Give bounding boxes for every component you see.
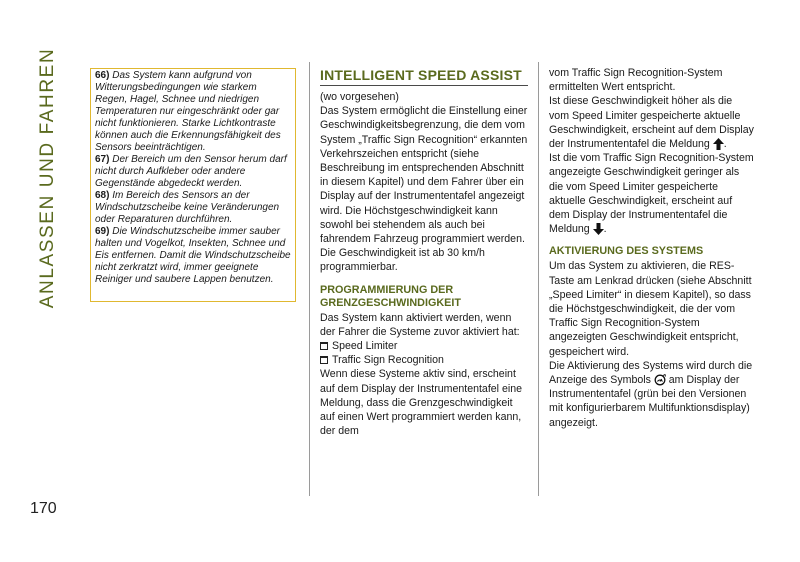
note-69: 69) Die Windschutzscheibe immer sauber halten und Vogelkot, Insekten, Schnee und Eis entfernen. Damit die Windschutzscheibe nicht zerkratzt wird, immer geeignete Reiniger und saubere Lappen benutzen.: [95, 226, 291, 285]
intro-paragraph: Das System ermöglicht die Einstellung einer Geschwindigkeitsbegrenzung, die dem vom System „Traffic Sign Recognition“ erkannten Verkehrszeichen entspricht (siehe Beschreibung im entsprechenden Abschnitt in diesem Kapitel) und dem Fahrer über ein Display auf der Instrumententafel angezeigt wird. Die Höchstgeschwindigkeit kann sowohl bei stehendem als auch bei fahrendem Fahrzeug programmiert werden.: [320, 105, 528, 246]
activation-paragraph-1: Um das System zu aktivieren, die RES-Taste am Lenkrad drücken (siehe Abschnitt „Speed Limiter“ in diesem Kapitel), so dass die Höchstgeschwindigkeit, die der vom Traffic Sign Recognition-System angezeigten Geschwindigkeit entspricht, gespeichert wird.: [549, 260, 752, 358]
list-item: Traffic Sign Recognition: [320, 353, 528, 367]
arrow-down-icon: [593, 223, 604, 235]
speed-note: Die Geschwindigkeit ist ab 30 km/h programmierbar.: [320, 247, 485, 274]
speed-assist-icon: [654, 374, 666, 386]
checkbox-icon: [320, 356, 328, 364]
notes-box: [90, 68, 296, 302]
heading-programming: PROGRAMMIERUNG DER GRENZGESCHWINDIGKEIT: [320, 283, 461, 309]
column-divider: [309, 62, 310, 496]
section-title-intelligent-speed-assist: INTELLIGENT SPEED ASSIST: [320, 66, 528, 86]
page-number: 170: [30, 500, 57, 517]
note-66: 66) Das System kann aufgrund von Witterungsbedingungen wie starkem Regen, Hagel, Schnee und niedrigen Temperaturen nur eingeschränkt oder gar nicht funktionieren. Starke Lichtkontraste können auch die Erkennungsfähigkeit des Sensors beeinträchtigen.: [95, 70, 281, 153]
lower-speed-paragraph: Ist die vom Traffic Sign Recognition-System angezeigte Geschwindigkeit geringer als die vom Speed Limiter gespeicherte aktuelle Geschwindigkeit, erscheint auf dem Display der Instrumententafel die Meldung .: [549, 152, 754, 236]
arrow-up-icon: [713, 138, 724, 150]
note-68: 68) Im Bereich des Sensors an der Windschutzscheibe keine Veränderungen oder Reparaturen durchführen.: [95, 190, 280, 225]
activation-paragraph-2: Die Aktivierung des Systems wird durch die Anzeige des Symbols am Display der Instrumententafel (grün bei den Versionen mit konfigurierbarem Multifunktionsdisplay) angezeigt.: [549, 359, 753, 429]
checkbox-icon: [320, 342, 328, 350]
list-item: Speed Limiter: [320, 339, 528, 353]
availability-note: (wo vorgesehen): [320, 91, 399, 103]
column-main: [320, 66, 528, 438]
heading-activation: AKTIVIERUNG DES SYSTEMS: [549, 245, 704, 258]
side-chapter-title: [28, 47, 68, 309]
continuation-paragraph: vom Traffic Sign Recognition-System ermittelten Wert entspricht.: [549, 67, 723, 94]
programming-paragraph-2: Wenn diese Systeme aktiv sind, erscheint auf dem Display der Instrumententafel eine Meldung, dass die Grenzgeschwindigkeit auf einen Wert programmiert werden kann, der dem: [320, 368, 522, 438]
higher-speed-paragraph: Ist diese Geschwindigkeit höher als die vom Speed Limiter gespeicherte aktuelle Geschwindigkeit, erscheint auf dem Display der Instrumententafel die Meldung .: [549, 95, 754, 151]
programming-paragraph-1: Das System kann aktiviert werden, wenn der Fahrer die Systeme zuvor aktiviert hat:: [320, 311, 520, 338]
column-right: [549, 66, 754, 430]
side-chapter-title-text: ANLASSEN UND FAHREN: [37, 47, 58, 309]
column-divider: [538, 62, 539, 496]
note-67: 67) Der Bereich um den Sensor herum darf nicht durch Aufkleber oder andere Gegenstände abgedeckt werden.: [95, 154, 287, 189]
